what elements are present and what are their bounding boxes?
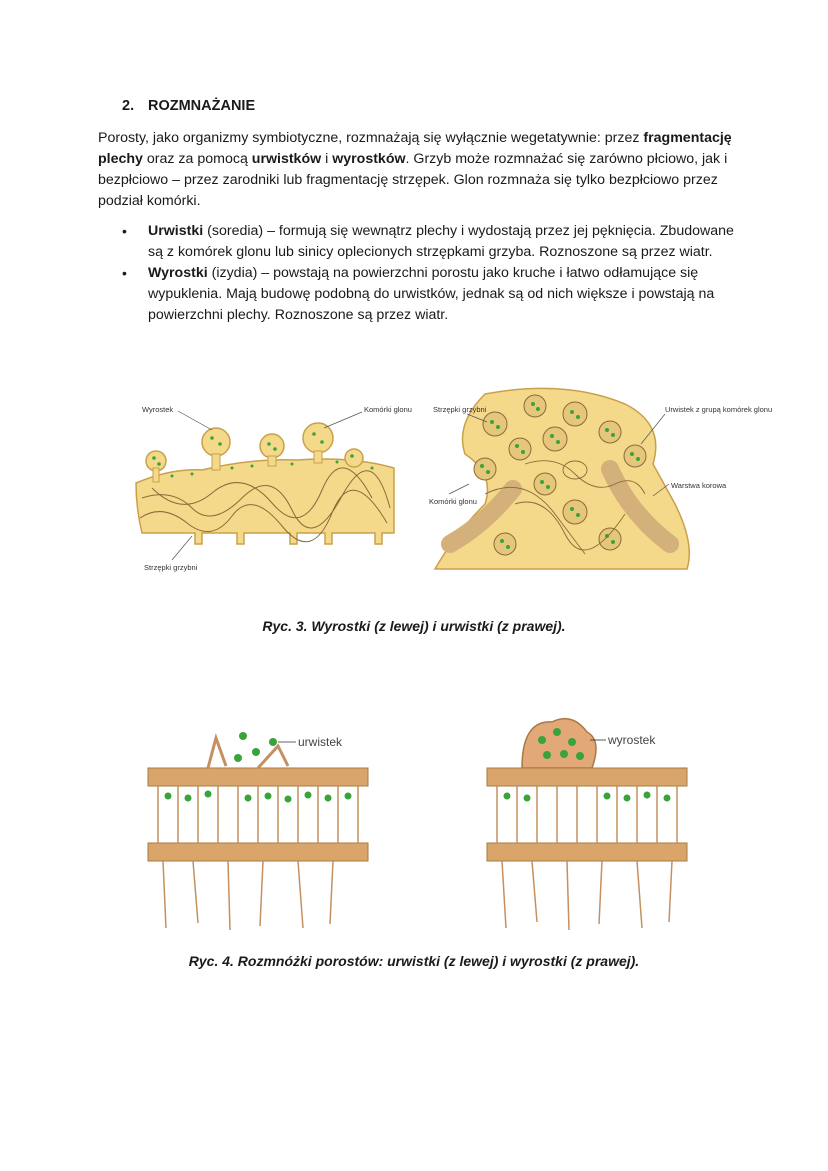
figure4-soredia-illustration — [138, 718, 378, 938]
intro-text-4: . Grzyb może rozmnażać się zarówno płciowo, jak i bezpłciowo – przez zarodniki lub fragmentację strzępek. Glon rozmnaża się tylko bezpłciowo przez podział komórki. — [98, 151, 728, 209]
label-cortex: Warstwa korowa — [671, 481, 727, 490]
figure3-caption: Ryc. 3. Wyrostki (z lewej) i urwistki (z prawej). — [262, 618, 566, 634]
label-soredium: Urwistek z grupą komórek glonu — [665, 405, 773, 414]
bullet-text: (soredia) – formują się wewnątrz plechy i wydostają przez jej pęknięcia. Zbudowane są z komórek glonu lub sinicy oplecionych strzępkami grzyba. Roznoszone są przez wiatr. — [148, 223, 734, 260]
bullet-dot-icon: • — [122, 265, 127, 281]
label-soredium-4: urwistek — [298, 735, 343, 749]
intro-bold-fragmentation: fragmentację plechy — [98, 130, 732, 167]
bullet-term: Urwistki — [148, 223, 204, 239]
intro-text-1: Porosty, jako organizmy symbiotyczne, rozmnażają się wyłącznie wegetatywnie: przez — [98, 130, 644, 146]
section-number: 2. — [122, 98, 135, 114]
figure3-soredia-diagram — [425, 384, 773, 574]
intro-text-2: oraz za pomocą — [142, 151, 252, 167]
section-heading — [122, 98, 255, 114]
bullet-item-soredia — [122, 221, 734, 263]
label-hyphae-right: Strzępki grzybni — [433, 405, 487, 414]
bullet-dot-icon: • — [122, 223, 127, 239]
label-isidium-4: wyrostek — [608, 733, 656, 747]
figure3-isidia-diagram — [132, 398, 412, 583]
bullet-text: (izydia) – powstają na powierzchni porostu jako kruche i łatwo odłamujące się wypuklenia. Mają budowę podobną do urwistków, jednak są od nich większe i powstają na powierzchni plechy. Roznoszone są przez wiatr. — [148, 265, 715, 323]
figure4-isidia-illustration — [482, 710, 702, 938]
bullet-term: Wyrostki — [148, 265, 208, 281]
intro-bold-soredia: urwistków — [251, 151, 322, 167]
figure4-caption: Ryc. 4. Rozmnóżki porostów: urwistki (z lewej) i wyrostki (z prawej). — [188, 953, 640, 969]
label-hyphae: Strzępki grzybni — [144, 563, 198, 572]
intro-bold-isidia: wyrostków — [332, 151, 406, 167]
section-title: ROZMNAŻANIE — [148, 98, 256, 114]
intro-text-3: i — [321, 151, 333, 167]
label-isidium: Wyrostek — [142, 405, 174, 414]
label-algae-right: Komórki glonu — [429, 497, 477, 506]
bullet-item-isidia — [122, 263, 734, 326]
bullet-list — [122, 221, 734, 326]
intro-paragraph — [98, 128, 738, 212]
label-algae-cells: Komórki glonu — [364, 405, 412, 414]
